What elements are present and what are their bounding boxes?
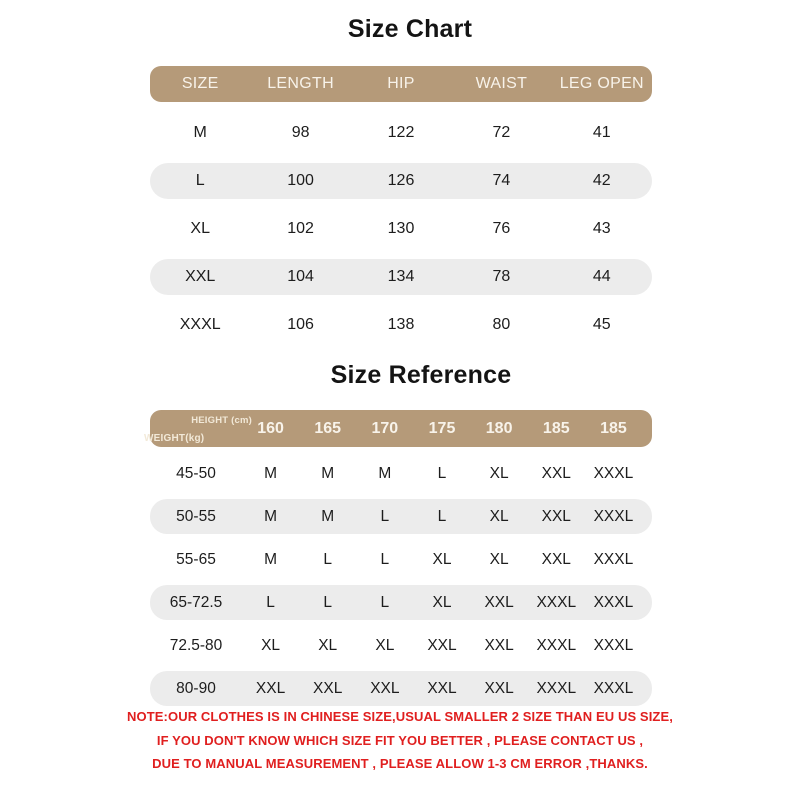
size-cell: XXXL [536,636,577,654]
height-column-175: 175 [428,419,456,437]
weight-range-label: 65-72.5 [169,593,223,611]
table-row-xxxl [150,301,652,349]
note-line-3: DUE TO MANUAL MEASUREMENT , PLEASE ALLOW 1-3 CM ERROR ,THANKS. [152,756,648,771]
size-cell: XXL [313,679,343,697]
size-cell: XL [261,636,281,654]
size-cell: XXXL [593,550,634,568]
size-chart-header-row [150,66,652,102]
leg-open-value: 45 [592,316,611,333]
size-chart-body [150,109,652,349]
weight-unit-label: WEIGHT(kg) [144,433,205,444]
size-cell: XXL [541,464,571,482]
size-cell: XXXL [593,507,634,525]
size-cell: L [380,507,390,525]
height-column-160: 160 [257,419,284,437]
size-label: XL [190,220,210,237]
size-reference-table [144,410,652,710]
size-cell: M [321,464,335,482]
size-cell: XXL [541,550,571,568]
hip-value: 122 [387,124,415,141]
size-cell: XXL [427,679,457,697]
column-header-size: SIZE [181,75,219,92]
waist-value: 76 [492,220,511,237]
column-header-hip: HIP [387,75,415,92]
size-cell: XL [489,550,509,568]
size-chart-table [150,66,652,349]
size-cell: XL [489,464,509,482]
leg-open-value: 42 [592,172,611,189]
size-cell: XXL [484,679,514,697]
table-row-l [150,163,652,199]
size-cell: XXXL [593,464,634,482]
size-cell: XXL [484,636,514,654]
hip-value: 134 [387,268,415,285]
table-row-xl [150,205,652,253]
height-column-170: 170 [371,419,399,437]
size-cell: L [380,593,390,611]
weight-range-label: 55-65 [176,550,216,568]
size-cell: XL [432,593,452,611]
length-value: 102 [287,220,314,237]
hip-value: 126 [387,172,415,189]
size-reference-body [150,452,652,706]
length-value: 106 [287,316,314,333]
waist-value: 80 [492,316,511,333]
hip-value: 130 [387,220,415,237]
weight-range-label: 80-90 [176,679,216,697]
weight-range-label: 50-55 [176,507,216,525]
size-cell: XL [375,636,395,654]
leg-open-value: 43 [592,220,611,237]
size-cell: M [264,507,278,525]
size-label: XXL [185,268,216,285]
size-cell: M [321,507,335,525]
size-cell: L [437,507,447,525]
height-weight-corner-cell [144,410,252,447]
table-row-80-90 [150,671,652,706]
leg-open-value: 44 [592,268,611,285]
note-line-2: IF YOU DON'T KNOW WHICH SIZE FIT YOU BETTER , PLEASE CONTACT US , [156,732,644,748]
note-line-1: NOTE:OUR CLOTHES IS IN CHINESE SIZE,USUAL SMALLER 2 SIZE THAN EU US SIZE, [127,709,673,724]
table-row-xxl [150,259,652,295]
height-column-180: 180 [485,419,513,437]
size-cell: XXXL [536,679,577,697]
height-column-185a: 185 [542,419,570,437]
size-reference-header-row [144,410,652,447]
size-cell: L [437,464,447,482]
table-row-72-5-80 [150,624,652,667]
leg-open-value: 41 [592,124,611,141]
size-label: XXXL [179,316,221,333]
waist-value: 74 [492,172,511,189]
hip-value: 138 [387,316,415,333]
height-column-185b: 185 [600,419,627,437]
table-row-65-72-5 [150,585,652,620]
size-cell: L [323,550,333,568]
height-unit-label: HEIGHT (cm) [191,415,252,426]
size-cell: M [264,550,278,568]
size-cell: M [264,464,278,482]
size-cell: L [266,593,275,611]
weight-range-label: 72.5-80 [169,636,223,654]
waist-value: 78 [492,268,511,285]
length-value: 104 [287,268,314,285]
size-cell: XL [318,636,338,654]
table-row-m [150,109,652,157]
size-cell: XXXL [593,636,634,654]
size-cell: XXL [484,593,514,611]
size-cell: XXL [427,636,457,654]
waist-value: 72 [492,124,511,141]
weight-range-label: 45-50 [176,464,216,482]
size-label: M [193,124,207,141]
height-column-165: 165 [314,419,342,437]
size-cell: XXL [370,679,400,697]
column-header-length: LENGTH [267,75,334,92]
size-cell: XXXL [536,593,577,611]
size-cell: XXXL [593,679,634,697]
size-reference-title: Size Reference [330,361,512,389]
size-cell: L [323,593,333,611]
size-note [0,705,800,776]
table-row-55-65 [150,538,652,581]
size-cell: XXL [255,679,286,697]
size-cell: XXL [541,507,571,525]
size-cell: M [378,464,392,482]
size-cell: XL [432,550,452,568]
column-header-waist: WAIST [475,75,528,92]
table-row-50-55 [150,499,652,534]
size-label: L [195,172,205,189]
column-header-leg-open: LEG OPEN [559,75,644,92]
size-cell: XXXL [593,593,634,611]
table-row-45-50 [150,452,652,495]
size-cell: L [380,550,390,568]
size-chart-title: Size Chart [347,15,473,43]
size-cell: XL [489,507,509,525]
length-value: 100 [287,172,314,189]
length-value: 98 [291,124,310,141]
